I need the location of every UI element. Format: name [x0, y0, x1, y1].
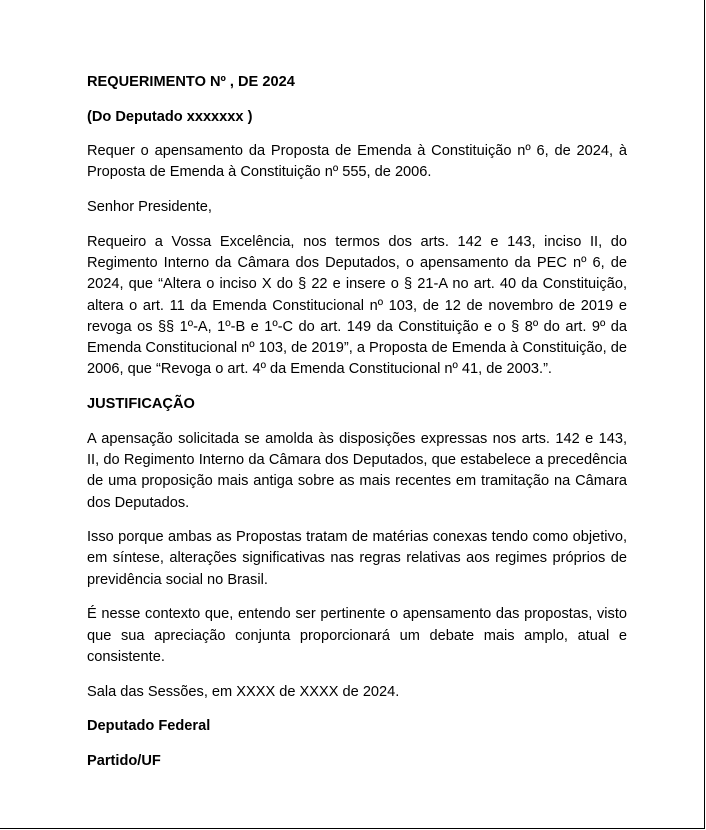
justification-heading: JUSTIFICAÇÃO: [87, 396, 195, 413]
place-date: Sala das Sessões, em XXXX de XXXX de 2024.: [87, 683, 400, 700]
signature-title: Deputado Federal: [87, 718, 211, 735]
justification-paragraph-3: É nesse contexto que, entendo ser pertinente o apensamento das propostas, visto que sua apreciação conjunta proporcionará um debate mais amplo, atual e consistente.: [87, 606, 627, 665]
document-author: (Do Deputado xxxxxxx ): [87, 108, 253, 125]
justification-paragraph-1: A apensação solicitada se amolda às disposições expressas nos arts. 142 e 143, II, do Regimento Interno da Câmara dos Deputados, que estabelece a precedência de uma proposição mais antiga sobre as mais recentes em tramitação na Câmara dos Deputados.: [87, 430, 627, 511]
signature-party: Partido/UF: [87, 752, 161, 769]
document-summary: Requer o apensamento da Proposta de Emenda à Constituição nº 6, de 2024, à Proposta de Emenda à Constituição nº 555, de 2006.: [87, 143, 627, 181]
document-title: REQUERIMENTO Nº , DE 2024: [87, 74, 295, 90]
salutation: Senhor Presidente,: [87, 199, 212, 216]
request-paragraph: Requeiro a Vossa Excelência, nos termos dos arts. 142 e 143, inciso II, do Regimento Interno da Câmara dos Deputados, o apensamento da PEC nº 6, de 2024, que “Altera o inciso X do § 22 e insere o § 21-A no art. 40 da Constituição, altera o art. 11 da Emenda Constitucional nº 103, de 12 de novembro de 2019 e revoga os §§ 1º-A, 1º-B e 1º-C do art. 149 da Constituição e o § 8º do art. 9º da Emenda Constitucional nº 103, de 2019”, a Proposta de Emenda à Constituição, de 2006, que “Revoga o art. 4º da Emenda Constitucional nº 41, de 2003.”.: [87, 233, 627, 378]
document-body: [87, 72, 627, 785]
justification-paragraph-2: Isso porque ambas as Propostas tratam de matérias conexas tendo como objetivo, em síntese, alterações significativas nas regras relativas aos regimes próprios de previdência social no Brasil.: [87, 529, 627, 588]
